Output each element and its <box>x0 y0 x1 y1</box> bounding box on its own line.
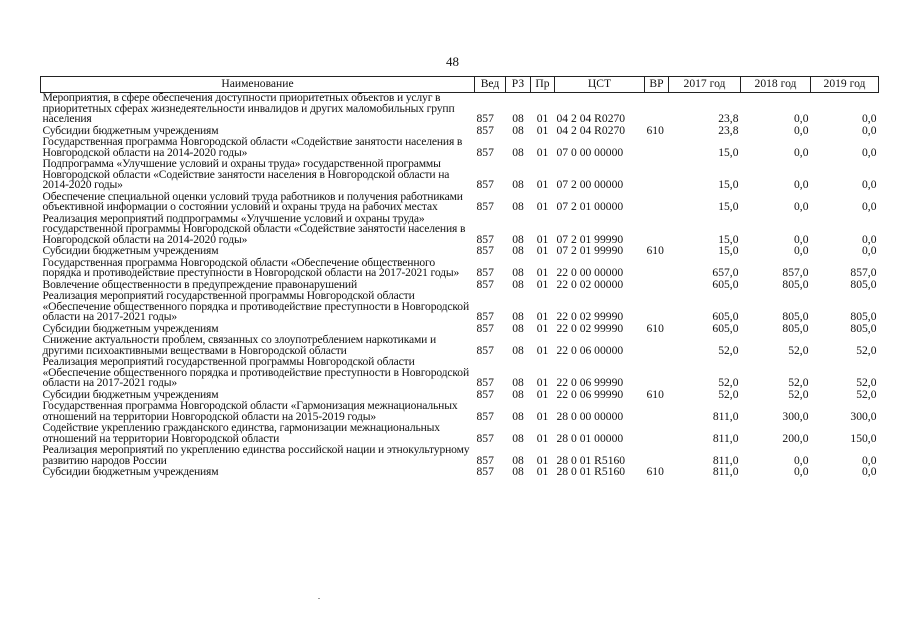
row-pr: 01 <box>536 232 549 246</box>
row-2018: 0,0 <box>794 232 809 246</box>
row-2018: 0,0 <box>794 123 809 137</box>
row-2018: 805,0 <box>782 277 809 291</box>
row-2017: 15,0 <box>718 178 739 191</box>
row-cst: 22 0 06 99990 <box>556 387 624 401</box>
stray-mark <box>318 598 320 599</box>
row-cst: 04 2 04 R0270 <box>556 123 626 137</box>
row-rz: 08 <box>512 244 524 257</box>
row-2018: 0,0 <box>794 244 809 257</box>
row-2018: 0,0 <box>794 112 809 125</box>
row-name: Вовлечение общественности в предупреждение правонарушений <box>42 277 358 291</box>
row-2018: 200,0 <box>782 431 809 445</box>
row-ved: 857 <box>476 266 494 279</box>
row-2019: 0,0 <box>862 145 877 159</box>
row-name: Реализация мероприятий подпрограммы «Улучшение условий и охраны труда» государственной программы Новгородской области «Содействие занятости населения в Новгородской области на 2014-2020 годы» <box>42 211 466 246</box>
row-vr <box>645 258 669 280</box>
row-cst: 28 0 01 00000 <box>556 431 624 445</box>
header-ved: Вед <box>475 77 506 93</box>
row-rz: 08 <box>512 376 524 389</box>
row-pr: 01 <box>536 310 549 323</box>
row-ved: 857 <box>476 112 494 125</box>
row-vr <box>645 159 669 192</box>
row-name: Мероприятия, в сфере обеспечения доступности приоритетных объектов и услуг в приоритетных сферах жизнедеятельности инвалидов и других маломобильных групп населения <box>42 91 455 125</box>
row-name: Реализация мероприятий государственной программы Новгородской области «Обеспечение общественного порядка и противодействие преступности в Новгородской области на 2017-2021 годы» <box>42 355 470 389</box>
row-2017: 15,0 <box>718 244 739 257</box>
row-rz: 08 <box>512 112 524 125</box>
row-ved: 857 <box>476 244 494 257</box>
row-2019: 0,0 <box>862 200 877 213</box>
row-2019: 0,0 <box>862 453 877 467</box>
row-name: Государственная программа Новгородской области «Гармонизация межнациональных отношений на территории Новгородской области на 2015-2019 годы» <box>42 399 458 423</box>
row-2017: 811,0 <box>712 431 739 445</box>
row-rz: 08 <box>512 409 524 423</box>
row-ved: 857 <box>476 123 494 137</box>
row-2017: 811,0 <box>712 465 739 478</box>
row-ved: 857 <box>476 453 494 467</box>
row-ved: 857 <box>476 232 494 246</box>
row-2017: 15,0 <box>718 232 739 246</box>
table-row <box>41 445 879 467</box>
row-2017: 605,0 <box>712 321 739 335</box>
row-rz: 08 <box>512 200 524 213</box>
row-2017: 52,0 <box>718 343 739 357</box>
row-2019: 52,0 <box>856 387 877 401</box>
row-vr <box>645 357 669 390</box>
table-row <box>41 258 879 280</box>
row-vr <box>645 93 669 126</box>
header-rz: РЗ <box>506 77 531 93</box>
row-2017: 657,0 <box>712 266 739 279</box>
header-2018: 2018 год <box>741 77 811 93</box>
table-row <box>41 467 879 479</box>
row-2018: 0,0 <box>794 178 809 191</box>
table-row <box>41 214 879 247</box>
row-vr: 610 <box>646 387 664 401</box>
row-2017: 811,0 <box>712 453 739 467</box>
row-pr: 01 <box>536 453 549 467</box>
row-pr: 01 <box>536 123 549 137</box>
row-ved: 857 <box>476 376 494 389</box>
row-pr: 01 <box>536 465 549 478</box>
row-2018: 52,0 <box>788 387 809 401</box>
row-2018: 300,0 <box>782 409 809 423</box>
row-cst: 22 0 02 99990 <box>556 310 624 323</box>
row-2017: 23,8 <box>718 123 739 137</box>
row-rz: 08 <box>512 178 524 191</box>
row-cst: 28 0 01 R5160 <box>556 465 626 478</box>
row-name: Снижение актуальности проблем, связанных со злоупотреблением наркотиками и другими психоактивными веществами в Новгородской области <box>42 333 437 357</box>
row-ved: 857 <box>476 310 494 323</box>
table-row <box>41 137 879 159</box>
row-name: Реализация мероприятий государственной программы Новгородской области «Обеспечение общественного порядка и противодействие преступности в Новгородской области на 2017-2021 годы» <box>42 289 470 323</box>
row-cst: 22 0 00 00000 <box>556 266 624 279</box>
row-cst: 28 0 01 R5160 <box>556 453 626 467</box>
row-vr: 610 <box>646 123 664 137</box>
row-name: Государственная программа Новгородской области «Содействие занятости населения в Новгородской области на 2014-2020 годы» <box>42 135 463 159</box>
row-2017: 52,0 <box>718 387 739 401</box>
budget-table <box>40 76 879 479</box>
row-2019: 0,0 <box>862 465 877 478</box>
row-2018: 52,0 <box>788 376 809 389</box>
row-name: Субсидии бюджетным учреждениям <box>42 244 219 257</box>
row-pr: 01 <box>536 277 549 291</box>
row-pr: 01 <box>536 387 549 401</box>
table-row <box>41 401 879 423</box>
row-name: Субсидии бюджетным учреждениям <box>42 123 219 137</box>
row-2017: 23,8 <box>718 112 739 125</box>
row-2018: 0,0 <box>794 200 809 213</box>
row-ved: 857 <box>476 321 494 335</box>
row-pr: 01 <box>536 200 549 213</box>
row-2019: 0,0 <box>862 232 877 246</box>
row-rz: 08 <box>512 321 524 335</box>
row-pr: 01 <box>536 112 549 125</box>
row-rz: 08 <box>512 453 524 467</box>
row-2019: 0,0 <box>862 244 877 257</box>
row-rz: 08 <box>512 343 524 357</box>
row-2019: 805,0 <box>850 277 877 291</box>
row-2018: 0,0 <box>794 453 809 467</box>
row-rz: 08 <box>512 266 524 279</box>
row-2018: 0,0 <box>794 465 809 478</box>
row-rz: 08 <box>512 310 524 323</box>
row-cst: 22 0 02 99990 <box>556 321 624 335</box>
header-pr: Пр <box>531 77 555 93</box>
row-ved: 857 <box>476 387 494 401</box>
table-body <box>41 93 879 479</box>
row-vr <box>645 335 669 357</box>
row-pr: 01 <box>536 178 549 191</box>
row-name: Содействие укреплению гражданского единства, гармонизации межнациональных отношений на территории Новгородской области <box>42 421 440 445</box>
row-cst: 22 0 02 00000 <box>556 277 624 291</box>
table-row <box>41 192 879 214</box>
row-2017: 52,0 <box>718 376 739 389</box>
row-pr: 01 <box>536 409 549 423</box>
row-vr <box>645 280 669 292</box>
row-cst: 07 2 01 99990 <box>556 244 624 257</box>
row-pr: 01 <box>536 431 549 445</box>
row-pr: 01 <box>536 244 549 257</box>
row-2019: 150,0 <box>850 431 877 445</box>
row-rz: 08 <box>512 277 524 291</box>
row-ved: 857 <box>476 277 494 291</box>
row-ved: 857 <box>476 178 494 191</box>
row-rz: 08 <box>512 465 524 478</box>
row-2018: 805,0 <box>782 310 809 323</box>
row-2019: 0,0 <box>862 112 877 125</box>
row-vr <box>645 401 669 423</box>
row-cst: 22 0 06 99990 <box>556 376 624 389</box>
row-cst: 07 2 00 00000 <box>556 178 624 191</box>
row-cst: 04 2 04 R0270 <box>556 112 626 125</box>
header-cst: ЦСТ <box>555 77 645 93</box>
row-vr <box>645 291 669 324</box>
row-vr <box>645 214 669 247</box>
row-2017: 15,0 <box>718 145 739 159</box>
row-ved: 857 <box>476 145 494 159</box>
row-2019: 857,0 <box>850 266 877 279</box>
row-pr: 01 <box>536 145 549 159</box>
row-pr: 01 <box>536 321 549 335</box>
row-pr: 01 <box>536 376 549 389</box>
header-name: Наименование <box>41 77 475 93</box>
row-ved: 857 <box>476 409 494 423</box>
table-row <box>41 291 879 324</box>
row-cst: 22 0 06 00000 <box>556 343 624 357</box>
row-name: Государственная программа Новгородской области «Обеспечение общественного порядка и противодействие преступности в Новгородской области на 2017-2021 годы» <box>42 255 460 279</box>
row-2017: 15,0 <box>718 200 739 213</box>
page-number: 48 <box>446 54 459 69</box>
row-2018: 0,0 <box>794 145 809 159</box>
header-vr: ВР <box>645 77 669 93</box>
row-vr <box>645 137 669 159</box>
table-row <box>41 423 879 445</box>
row-vr: 610 <box>646 465 664 478</box>
row-pr: 01 <box>536 343 549 357</box>
row-name: Субсидии бюджетным учреждениям <box>42 465 219 478</box>
row-2019: 52,0 <box>856 376 877 389</box>
row-name: Подпрограмма «Улучшение условий и охраны труда» государственной программы Новгородской области «Содействие занятости населения в Новгородской области на 2014-2020 годы» <box>42 157 450 191</box>
row-pr: 01 <box>536 266 549 279</box>
row-2019: 300,0 <box>850 409 877 423</box>
row-vr <box>645 192 669 214</box>
table-row <box>41 93 879 126</box>
row-vr: 610 <box>646 244 664 257</box>
row-rz: 08 <box>512 123 524 137</box>
header-2017: 2017 год <box>669 77 741 93</box>
row-vr <box>645 423 669 445</box>
row-rz: 08 <box>512 145 524 159</box>
table-row <box>41 335 879 357</box>
row-2017: 811,0 <box>712 409 739 423</box>
row-cst: 07 2 01 99990 <box>556 232 624 246</box>
row-vr: 610 <box>646 321 664 335</box>
row-cst: 28 0 00 00000 <box>556 409 624 423</box>
row-rz: 08 <box>512 232 524 246</box>
row-name: Субсидии бюджетным учреждениям <box>42 387 219 401</box>
row-vr <box>645 445 669 467</box>
header-2019: 2019 год <box>811 77 879 93</box>
row-rz: 08 <box>512 431 524 445</box>
row-2019: 0,0 <box>862 178 877 191</box>
row-2019: 0,0 <box>862 123 877 137</box>
row-2019: 805,0 <box>850 310 877 323</box>
row-2018: 52,0 <box>788 343 809 357</box>
row-rz: 08 <box>512 387 524 401</box>
row-2017: 605,0 <box>712 277 739 291</box>
row-2018: 805,0 <box>782 321 809 335</box>
row-2019: 805,0 <box>850 321 877 335</box>
row-ved: 857 <box>476 343 494 357</box>
table-row <box>41 357 879 390</box>
row-name: Субсидии бюджетным учреждениям <box>42 321 219 335</box>
row-ved: 857 <box>476 431 494 445</box>
row-2017: 605,0 <box>712 310 739 323</box>
row-name: Обеспечение специальной оценки условий труда работников и получения работниками объективной информации о состоянии условий и охраны труда на рабочих местах <box>42 189 463 213</box>
row-2018: 857,0 <box>782 266 809 279</box>
row-ved: 857 <box>476 200 494 213</box>
row-cst: 07 2 01 00000 <box>556 200 624 213</box>
row-cst: 07 0 00 00000 <box>556 145 624 159</box>
row-ved: 857 <box>476 465 494 478</box>
table-row <box>41 159 879 192</box>
row-name: Реализация мероприятий по укреплению единства российской нации и этнокультурному развитию народов России <box>42 443 470 467</box>
row-2019: 52,0 <box>856 343 877 357</box>
